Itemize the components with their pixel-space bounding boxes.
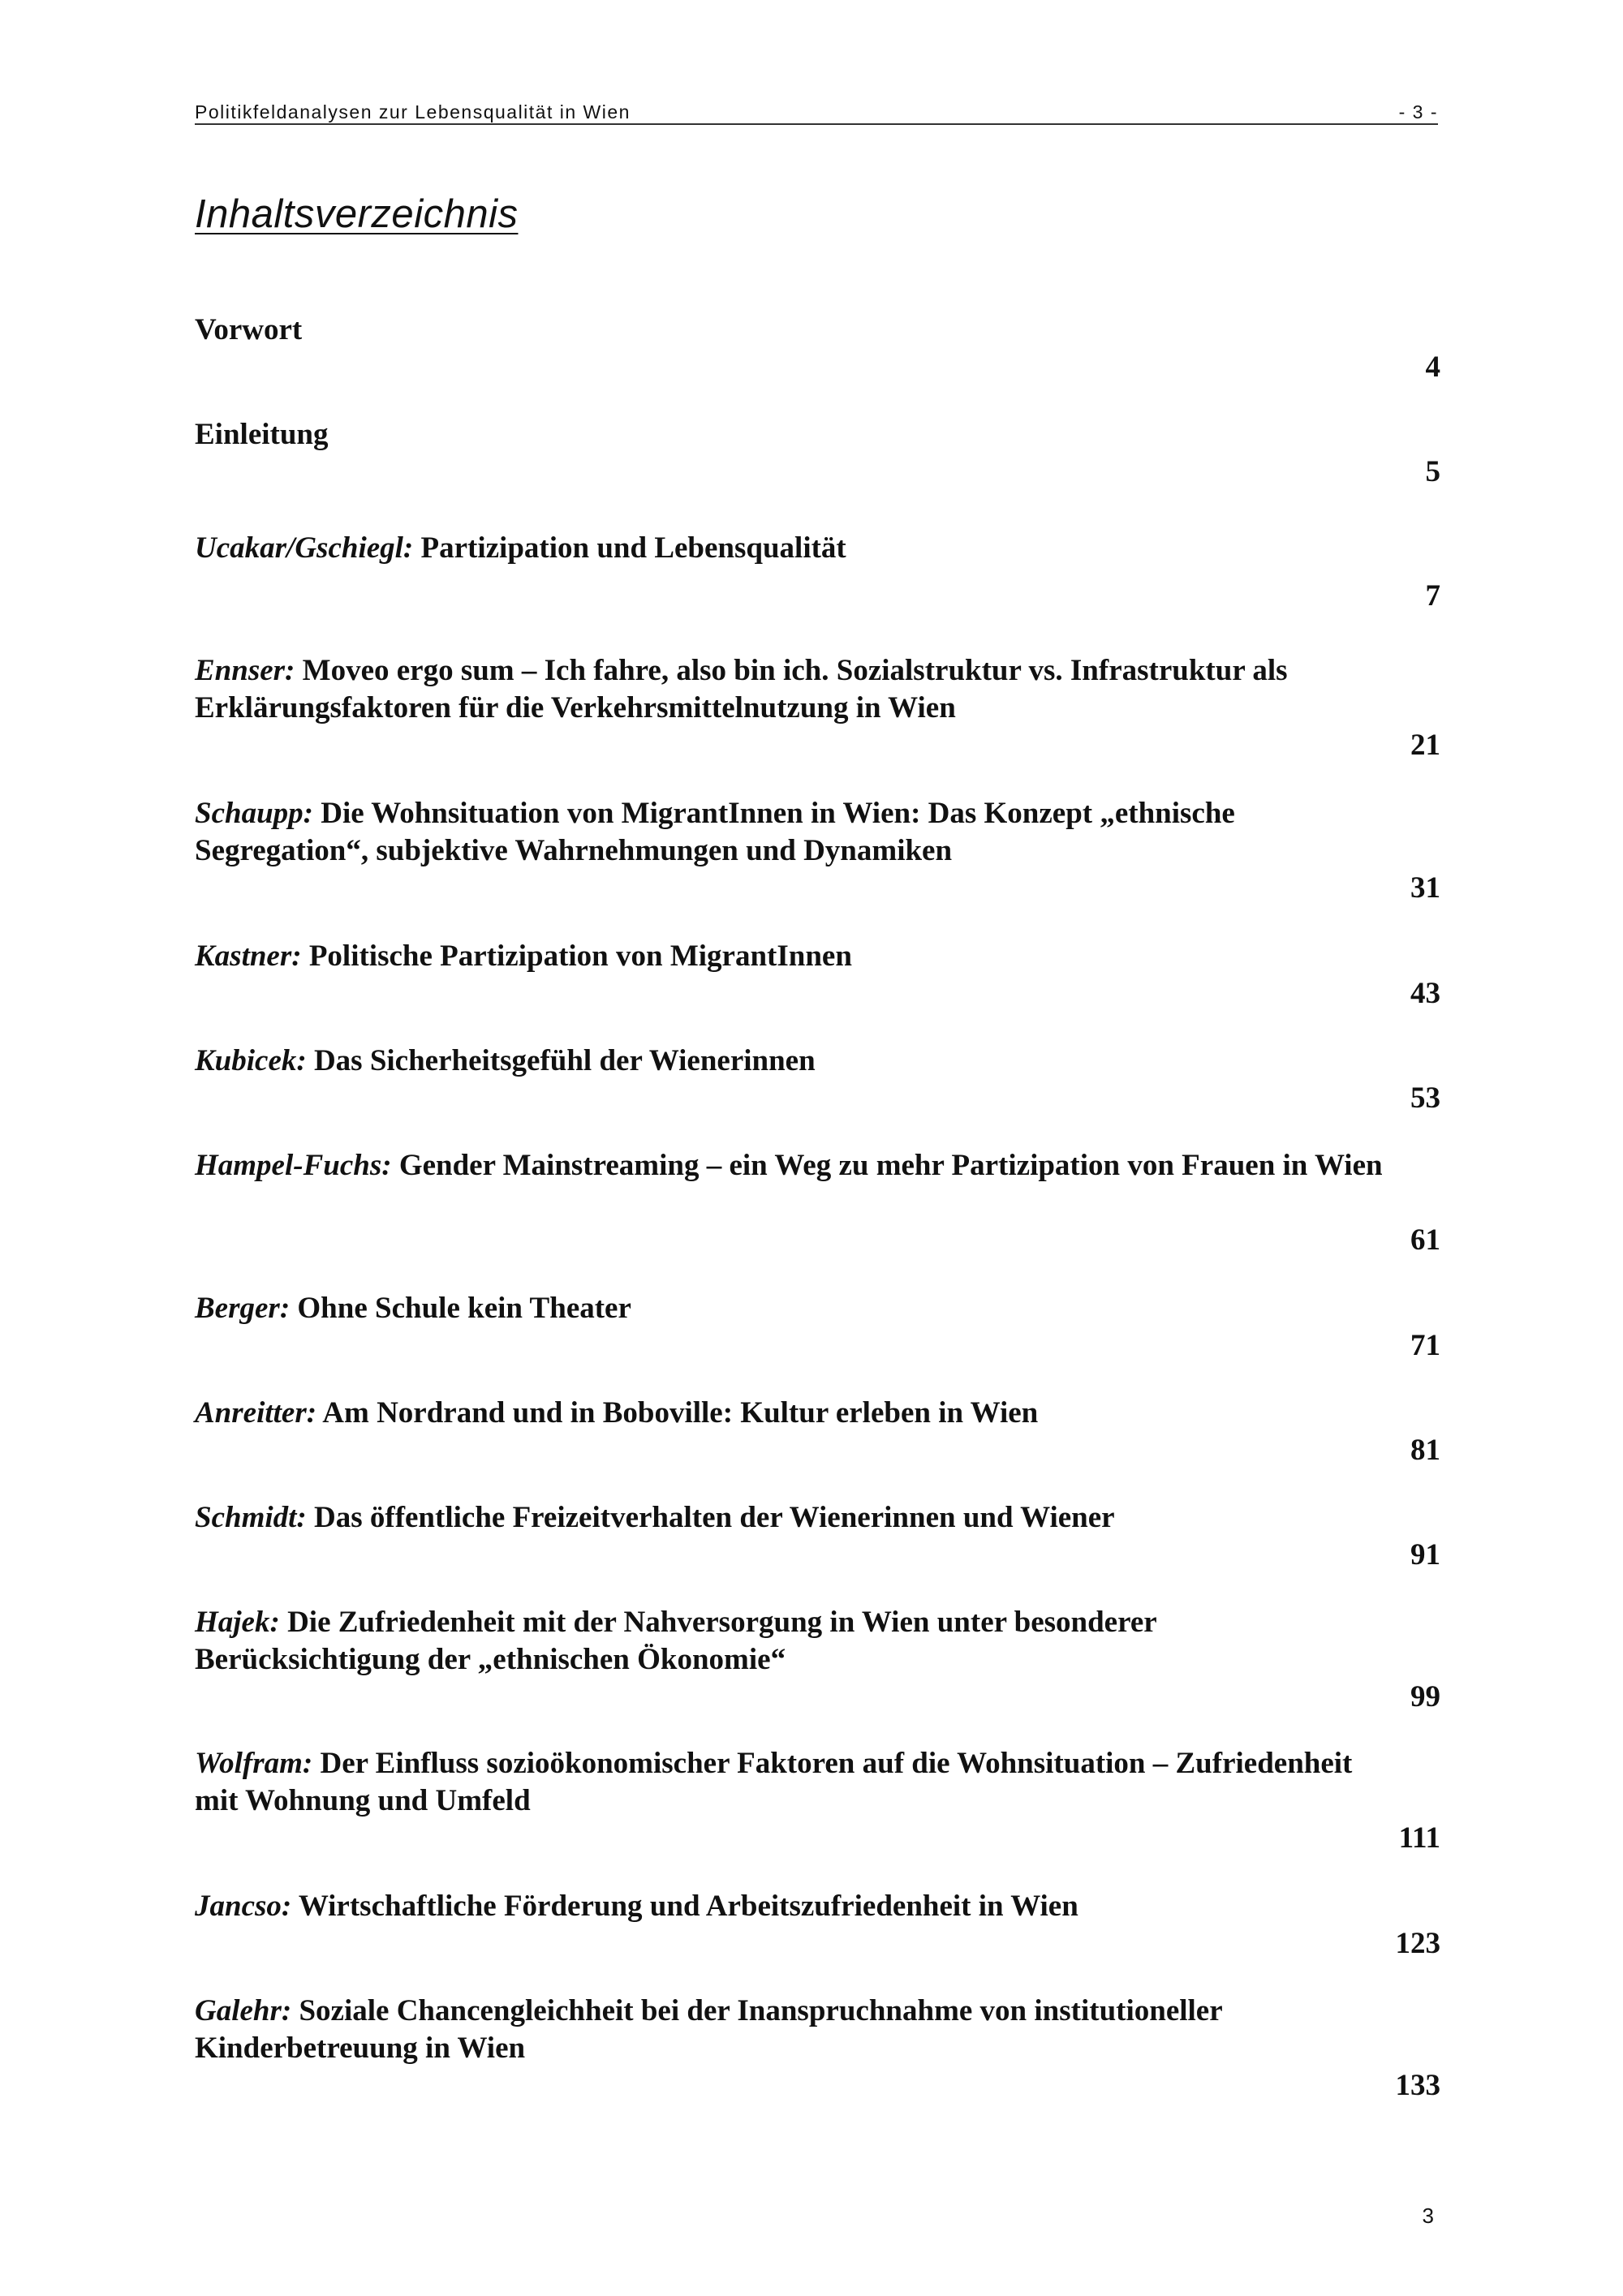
toc-entry-title-text: Ohne Schule kein Theater (290, 1292, 631, 1325)
toc-entry-page: 99 (1410, 1680, 1440, 1713)
toc-entry-author: Wolfram: (195, 1747, 313, 1780)
toc-entry-jancso[interactable] (195, 1888, 1440, 1960)
page-number: 3 (1422, 2204, 1434, 2228)
toc-entry-title-text: Einleitung (195, 418, 329, 451)
toc-entry-title (195, 1043, 1388, 1080)
toc-entry-kastner[interactable] (195, 938, 1440, 1010)
toc-entry-title (195, 1604, 1388, 1679)
toc-entry-title-text: Vorwort (195, 313, 303, 346)
toc-entry-title-text: Politische Partizipation von MigrantInnen (301, 939, 852, 973)
toc-entry-page: 71 (1410, 1329, 1440, 1362)
toc-entry-author: Jancso: (195, 1890, 292, 1923)
toc-entry-berger[interactable] (195, 1290, 1440, 1362)
toc-entry-einleitung[interactable] (195, 416, 1440, 488)
toc-entry-title (195, 1395, 1388, 1432)
toc-entry-author: Ennser: (195, 654, 295, 687)
toc-entry-title (195, 1888, 1388, 1925)
toc-entry-title (195, 1499, 1388, 1537)
toc-entry-vorwort[interactable] (195, 312, 1440, 384)
running-header (195, 96, 1438, 125)
toc-entry-hampel-fuchs[interactable] (195, 1147, 1440, 1257)
toc-entry-page: 123 (1395, 1927, 1440, 1960)
toc-entry-page: 61 (1410, 1223, 1440, 1257)
toc-entry-title-text: Moveo ergo sum – Ich fahre, also bin ich. Sozialstruktur vs. Infrastruktur als Erklärungsfaktoren für die Verkehrsmittelnutzung in Wien (195, 654, 1288, 724)
toc-entry-title-text: Partizipation und Lebensqualität (413, 531, 846, 565)
running-header-title: Politikfeldanalysen zur Lebensqualität in Wien (195, 101, 631, 123)
toc-entry-author: Hampel-Fuchs: (195, 1149, 392, 1182)
toc-entry-title-text: Soziale Chancengleichheit bei der Inanspruchnahme von institutioneller Kinderbetreuung in Wien (195, 1994, 1222, 2065)
toc-entry-title-text: Am Nordrand und in Boboville: Kultur erleben in Wien (316, 1396, 1039, 1430)
toc-entry-author: Anreitter: (195, 1396, 317, 1430)
toc-entry-page: 133 (1395, 2069, 1440, 2102)
toc-entry-author: Schmidt: (195, 1501, 307, 1534)
toc-entry-author: Hajek: (195, 1606, 280, 1639)
toc-entry-title-text: Die Zufriedenheit mit der Nahversorgung in Wien unter besonderer Berücksichtigung der „ethnischen Ökonomie“ (195, 1606, 1157, 1676)
toc-entry-hajek[interactable] (195, 1604, 1440, 1713)
toc-entry-title (195, 652, 1388, 727)
toc-entry-title (195, 795, 1388, 870)
toc-entry-title (195, 938, 1388, 975)
toc-entry-galehr[interactable] (195, 1993, 1440, 2102)
toc-entry-page: 53 (1410, 1081, 1440, 1115)
toc-entry-title (195, 312, 1388, 349)
toc-entry-title (195, 1993, 1388, 2067)
toc-entry-page: 111 (1398, 1821, 1440, 1855)
toc-entry-page: 91 (1410, 1538, 1440, 1572)
toc-entry-page: 81 (1410, 1434, 1440, 1467)
toc-entry-author: Schaupp: (195, 797, 313, 830)
toc-entry-page: 4 (1425, 350, 1440, 384)
toc-entry-title (195, 1745, 1388, 1820)
toc-entry-title (195, 1290, 1388, 1327)
toc-entry-title (195, 1147, 1388, 1185)
toc-entry-author: Galehr: (195, 1994, 292, 2027)
toc-entry-page: 7 (1425, 579, 1440, 613)
toc-entry-schmidt[interactable] (195, 1499, 1440, 1572)
toc-entry-page: 21 (1410, 729, 1440, 762)
toc-entry-title-text: Gender Mainstreaming – ein Weg zu mehr Partizipation von Frauen in Wien (391, 1149, 1383, 1182)
toc-entry-ucakar-gschiegl[interactable] (195, 530, 1440, 613)
running-header-page-marker: - 3 - (1398, 101, 1438, 123)
toc-entry-title (195, 416, 1388, 454)
toc-entry-page: 43 (1410, 977, 1440, 1010)
toc-entry-title-text: Das Sicherheitsgefühl der Wienerinnen (306, 1044, 816, 1077)
toc-entry-author: Kastner: (195, 939, 302, 973)
toc-entry-title-text: Das öffentliche Freizeitverhalten der Wienerinnen und Wiener (306, 1501, 1115, 1534)
toc-entry-title-text: Wirtschaftliche Förderung und Arbeitszufriedenheit in Wien (291, 1890, 1078, 1923)
toc-entry-author: Ucakar/Gschiegl: (195, 531, 414, 565)
toc-entry-schaupp[interactable] (195, 795, 1440, 905)
toc-heading: Inhaltsverzeichnis (195, 192, 519, 236)
toc-entry-ennser[interactable] (195, 652, 1440, 762)
toc-entry-title-text: Die Wohnsituation von MigrantInnen in Wien: Das Konzept „ethnische Segregation“, subjektive Wahrnehmungen und Dynamiken (195, 797, 1235, 867)
toc-entry-title-text: Der Einfluss sozioökonomischer Faktoren auf die Wohnsituation – Zufriedenheit mit Wohnung und Umfeld (195, 1747, 1353, 1817)
toc-entry-page: 31 (1410, 871, 1440, 905)
toc-entry-anreitter[interactable] (195, 1395, 1440, 1467)
toc-entry-title (195, 530, 1388, 567)
toc-entry-kubicek[interactable] (195, 1043, 1440, 1115)
toc-entry-author: Berger: (195, 1292, 291, 1325)
toc-entry-author: Kubicek: (195, 1044, 307, 1077)
toc-entry-wolfram[interactable] (195, 1745, 1440, 1855)
toc-entry-page: 5 (1425, 455, 1440, 488)
